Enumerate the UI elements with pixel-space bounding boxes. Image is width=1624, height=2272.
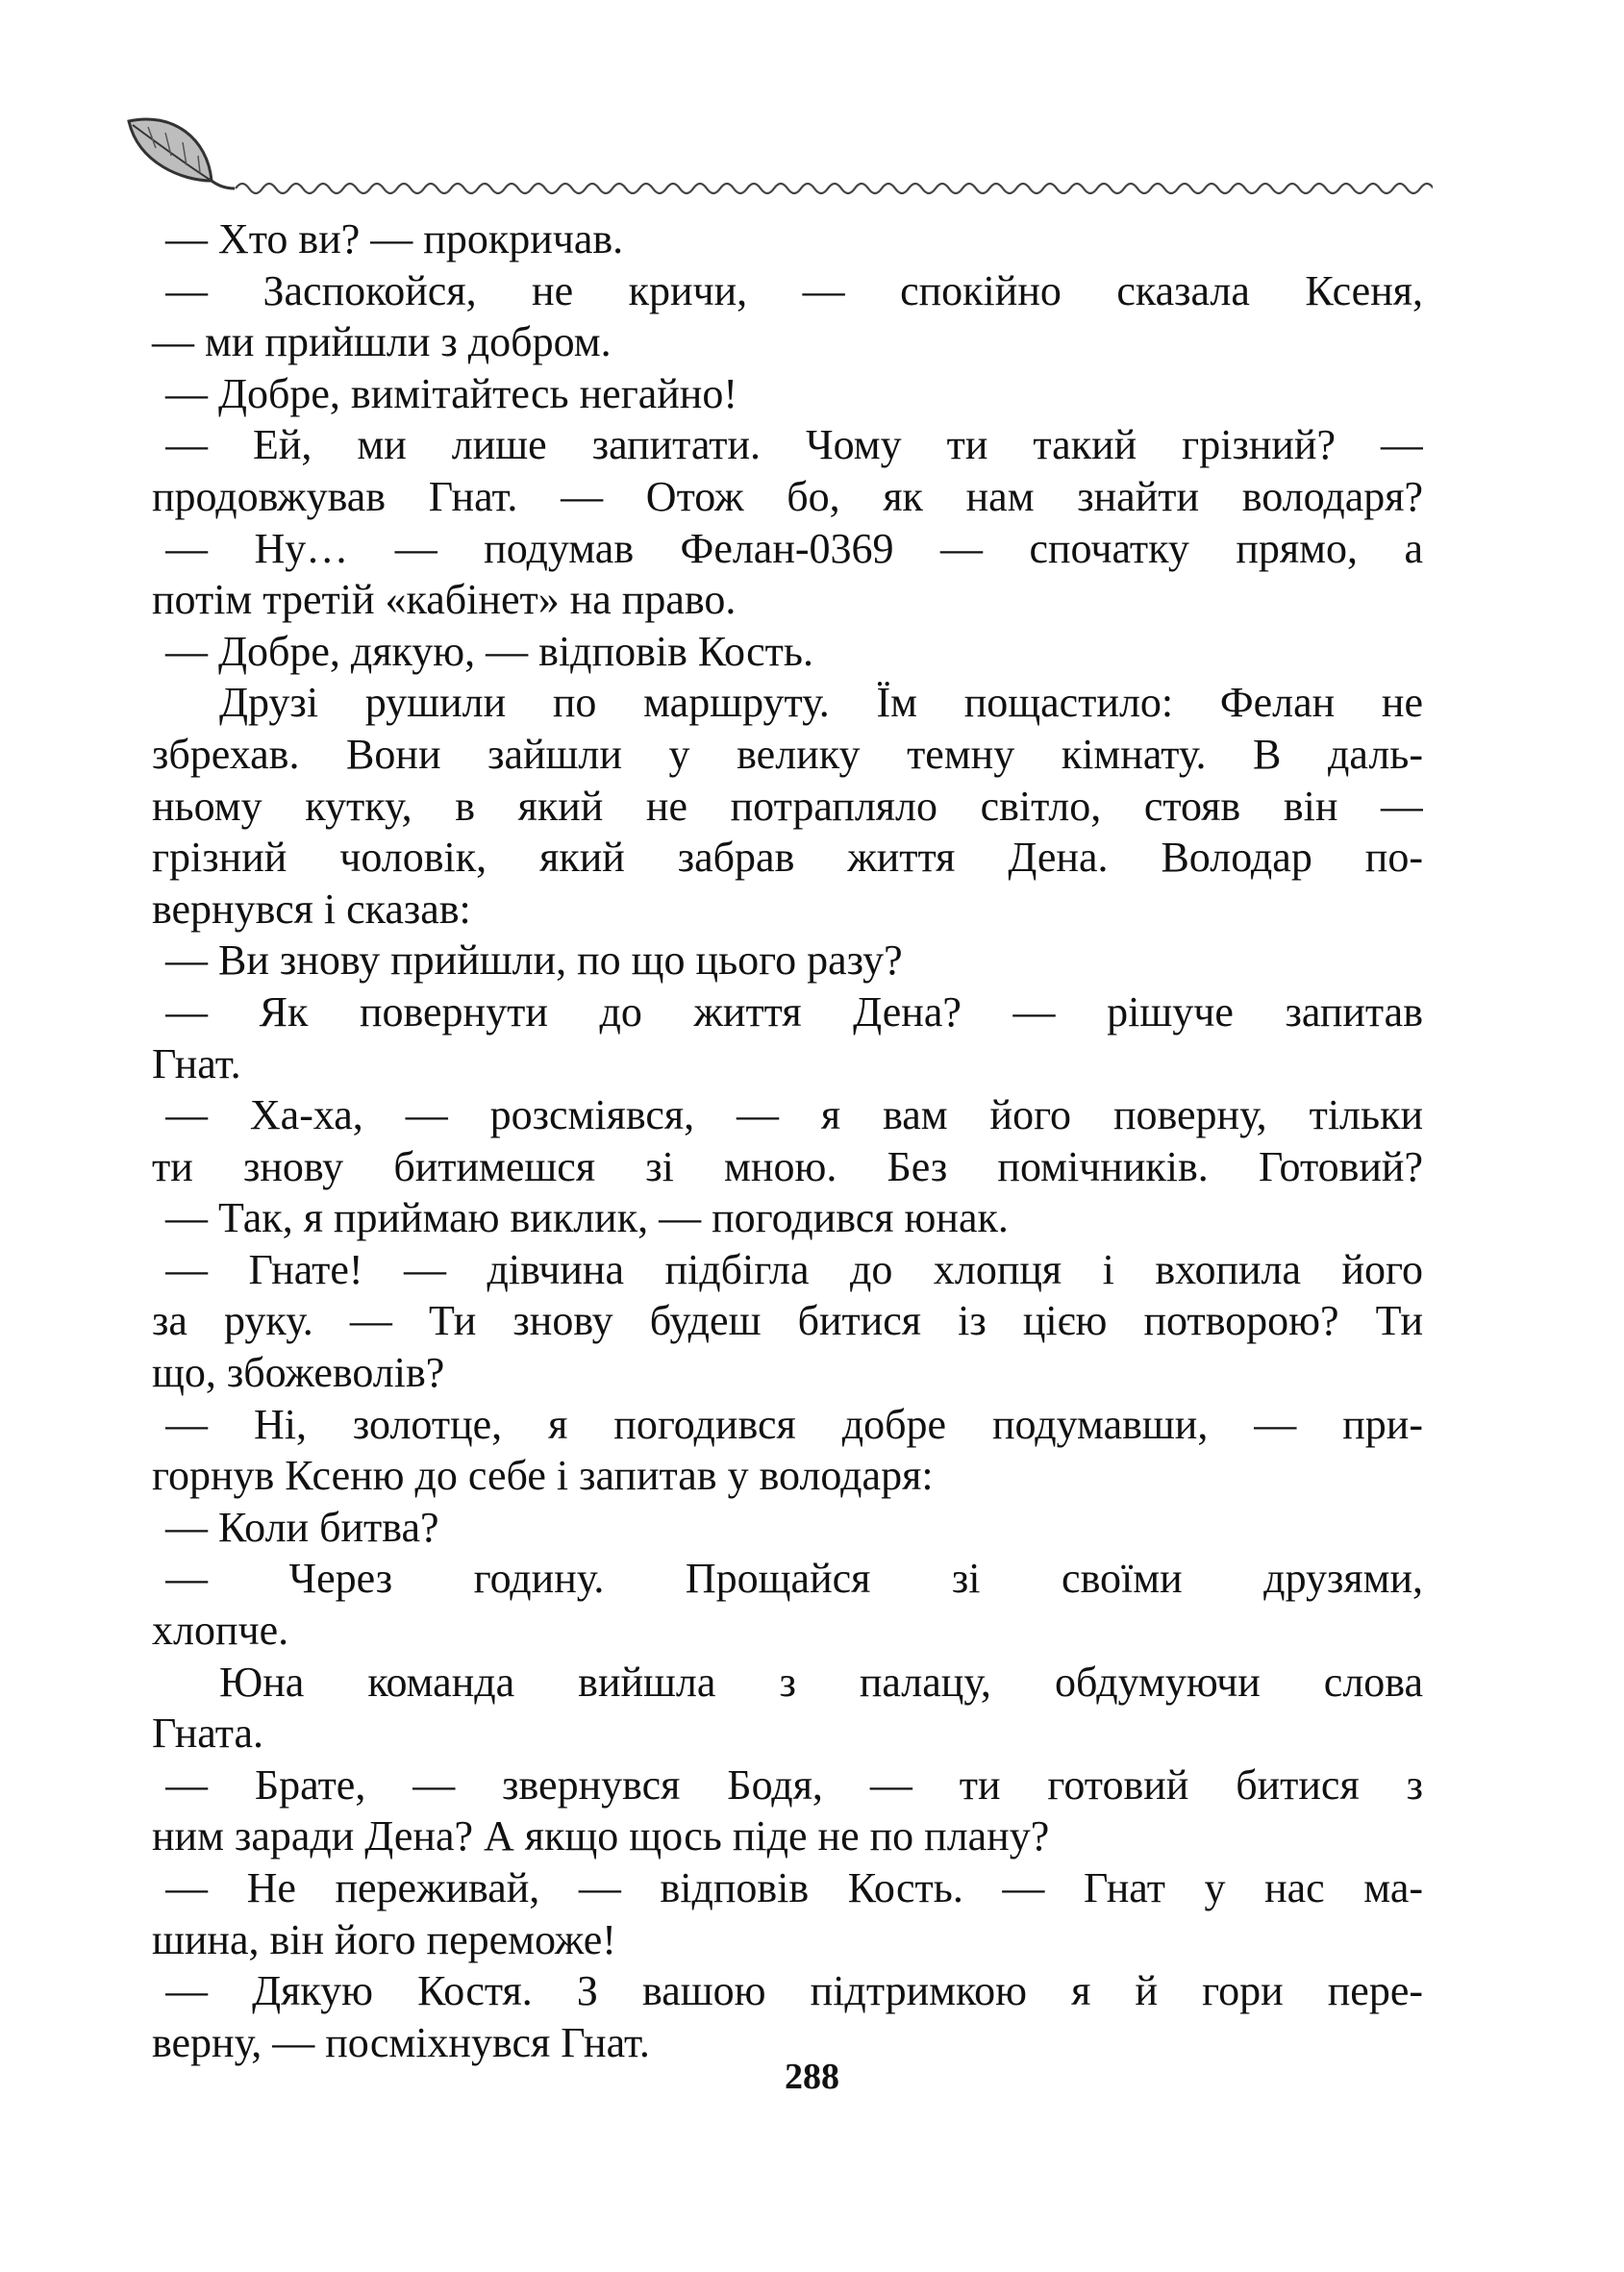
text-line: Гнат.: [152, 1039, 241, 1087]
text-line: горнув Ксеню до себе і запитав у володаря:: [152, 1452, 934, 1500]
text-line: Гната.: [152, 1710, 263, 1758]
text-line: — Брате, — звернувся Бодя, — ти готовий битися з: [165, 1760, 1423, 1809]
text-line: ньому кутку, в який не потрапляло світло, стояв він —: [152, 782, 1423, 830]
text-line: за руку. — Ти знову будеш битися із цією потворою? Ти: [152, 1297, 1423, 1345]
body-text: [152, 213, 1423, 2068]
text-line: шина, він його переможе!: [152, 1915, 616, 1963]
text-line: ним заради Дена? А якщо щось піде не по плану?: [152, 1812, 1050, 1860]
text-line: верну, — посміхнувся Гнат.: [152, 2018, 650, 2066]
header-ornament: [115, 106, 1433, 202]
text-line: Юна команда вийшла з палацу, обдумуючи слова: [219, 1658, 1423, 1706]
text-line: — Як повернути до життя Дена? — рішуче запитав: [165, 987, 1423, 1036]
text-line: — Гнате! — дівчина підбігла до хлопця і вхопила його: [165, 1245, 1423, 1293]
page-number: 288: [785, 2057, 839, 2097]
text-line: — Коли битва?: [165, 1503, 439, 1551]
text-line: грізний чоловік, який забрав життя Дена. Володар по-: [152, 834, 1423, 882]
text-line: — Так, я приймаю виклик, — погодився юнак.: [165, 1194, 1009, 1242]
text-line: — Через годину. Прощайся зі своїми друзями,: [165, 1555, 1423, 1603]
text-line: збрехав. Вони зайшли у велику темну кімнату. В даль-: [152, 730, 1423, 778]
text-line: — Ні, золотце, я погодився добре подумавши, — при-: [165, 1400, 1423, 1448]
text-line: — Ха-ха, — розсміявся, — я вам його поверну, тільки: [165, 1091, 1423, 1139]
text-line: потім третій «кабінет» на право.: [152, 576, 737, 624]
text-line: що, збожеволів?: [152, 1349, 445, 1397]
text-line: — Не переживай, — відповів Кость. — Гнат у нас ма-: [165, 1864, 1423, 1911]
text-line: — Заспокойся, не кричи, — спокійно сказала Ксеня,: [165, 266, 1423, 314]
text-line: — Хто ви? — прокричав.: [165, 215, 624, 262]
wavy-rule: [236, 184, 1433, 193]
text-line: — Добре, дякую, — відповів Кость.: [165, 627, 813, 675]
text-line: Друзі рушили по маршруту. Їм пощастило: Фелан не: [219, 679, 1423, 727]
text-line: — Ви знову прийшли, по що цього разу?: [165, 936, 903, 985]
text-line: — Ей, ми лише запитати. Чому ти такий грізний? —: [165, 421, 1423, 469]
text-line: продовжував Гнат. — Отож бо, як нам знайти володаря?: [152, 472, 1423, 520]
text-line: — Добре, вимітайтесь негайно!: [165, 369, 738, 417]
text-line: — Ну… — подумав Фелан-0369 — спочатку прямо, а: [165, 524, 1423, 572]
text-line: — ми прийшли з добром.: [152, 318, 612, 366]
text-line: хлопче.: [152, 1607, 289, 1655]
text-line: ти знову битимешся зі мною. Без помічників. Готовий?: [152, 1142, 1423, 1190]
leaf-icon: [129, 119, 235, 188]
text-line: — Дякую Костя. З вашою підтримкою я й гори пере-: [165, 1967, 1423, 2015]
text-line: вернувся і сказав:: [152, 885, 471, 933]
